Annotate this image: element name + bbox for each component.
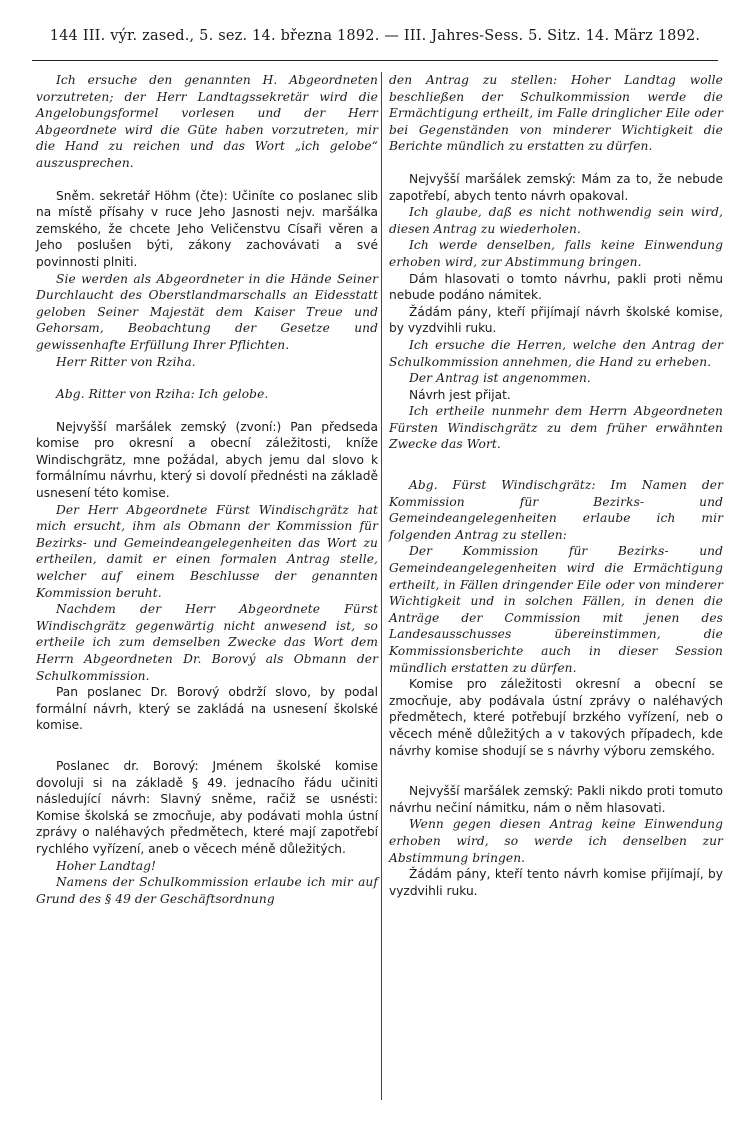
paragraph: Návrh jest přijat. <box>409 387 511 402</box>
paragraph: Abg. Ritter von Rziha: Ich gelobe. <box>56 387 269 402</box>
paragraph: Der Kommission für Bezirks- und Gemeindeangelegenheiten wird die Ermächtigung ertheilt, in Fällen dringender Eile oder von minderer Wichtigkeit und in solchen Fällen, in denen die Anträge der Commission mit jenen des Landesausschusses übereinstimmen, die Kommissionsberichte auch in dieser Session mündlich erstatten zu dürfen. <box>389 544 723 675</box>
paragraph: Der Herr Abgeordnete Fürst Windischgrätz hat mich ersucht, ihm als Obmann der Kommission für Bezirks- und Gemeindeangelegenheiten das Wort zu ertheilen, damit er einen formalen Antrag stelle, welcher auf einem Beschlusse der genannten Kommission beruht. <box>36 502 378 600</box>
paragraph: Ich ersuche den genannten H. Abgeordneten vorzutreten; der Herr Landtagssekretär wird die Angelobungsformel vorlesen und der Herr Abgeordnete wird die Güte haben vorzutreten, mir die Hand zu reichen und das Wort „ich gelobe“ auszusprechen. <box>36 73 378 170</box>
paragraph: Namens der Schulkommission erlaube ich mir auf Grund des § 49 der Geschäftsordnung <box>36 875 378 906</box>
paragraph: Ich glaube, daß es nicht nothwendig sein wird, diesen Antrag zu wiederholen. <box>389 205 723 236</box>
paragraph: Pan poslanec Dr. Borový obdrží slovo, by podal formální návrh, který se zakládá na usnesení školské komise. <box>36 685 378 733</box>
paragraph: Ich ersuche die Herren, welche den Antrag der Schulkommission annehmen, die Hand zu erheben. <box>389 337 723 369</box>
paragraph: Nejvyšší maršálek zemský: Mám za to, že nebude zapotřebí, abych tento návrh opakoval. <box>389 171 723 203</box>
paragraph: Nejvyšší maršálek zemský: Pakli nikdo proti tomuto návrhu nečiní námitku, nám o něm hlasovati. <box>389 784 723 815</box>
header-rule <box>32 60 718 61</box>
paragraph: den Antrag zu stellen: Hoher Landtag wolle beschließen der Schulkommission werde die Ermächtigung ertheilt, im Falle dringlicher Eile oder bei Gegenständen von minderer Wichtigkeit die Berichte mündlich zu erstatten zu dürfen. <box>389 73 723 154</box>
paragraph: Sněm. sekretář Höhm (čte): Učiníte co poslanec slib na místě přísahy v ruce Jeho Jasnosti nejv. maršálka zemského, že chcete Jeho Veličenstvu Císaři věren a Jeho poslušen býti, zákony zachovávati a své povinnosti plniti. <box>36 188 378 269</box>
paragraph: Der Antrag ist angenommen. <box>409 371 591 386</box>
paragraph: Wenn gegen diesen Antrag keine Einwendung erhoben wird, so werde ich denselben zur Abstimmung bringen. <box>389 817 723 865</box>
paragraph: Ich ertheile nunmehr dem Herrn Abgeordneten Fürsten Windischgrätz zu dem früher erwähnten Zwecke das Wort. <box>389 404 723 452</box>
column-divider <box>381 72 382 1100</box>
paragraph: Poslanec dr. Borový: Jménem školské komise dovoluji si na základě § 49. jednacího řádu učiniti následující návrh: Slavný sněme, račiž se usnésti: Komise školská se zmocňuje, aby podávati mohla ústní zprávy o naléhavých předmětech, které mají zapotřebí rychlého vyřízení, aneb o věcech méně důležitých. <box>36 758 378 856</box>
paragraph: Dám hlasovati o tomto návrhu, pakli proti němu nebude podáno námitek. <box>389 271 723 303</box>
paragraph: Abg. Fürst Windischgrätz: Im Namen der Kommission für Bezirks- und Gemeindeangelegenheiten erlaube ich mir folgenden Antrag zu stellen: <box>389 478 723 542</box>
page-header: 144 III. výr. zased., 5. sez. 14. března 1892. — III. Jahres-Sess. 5. Sitz. 14. März 1892. <box>49 28 701 44</box>
paragraph: Žádám pány, kteří přijímají návrh školské komise, by vyzdvihli ruku. <box>389 304 723 336</box>
paragraph: Komise pro záležitosti okresní a obecní se zmocňuje, aby podávala ústní zprávy o naléhavých předmětech, které potřebují brzkého vyřízení, neb o věcech méně důležitých a v takových případech, kde návrhy komise shodují se s návrhy výboru zemského. <box>389 677 723 758</box>
paragraph: Žádám pány, kteří tento návrh komise přijímají, by vyzdvihli ruku. <box>389 867 723 898</box>
paragraph: Nejvyšší maršálek zemský (zvoní:) Pan předseda komise pro okresní a obecní záležitosti, kníže Windischgrätz, mne požádal, abych jemu dal slovo k formálnímu návrhu, který si dovolí přednésti na základě usnesení této komise. <box>36 419 378 501</box>
right-column <box>389 72 723 899</box>
paragraph: Nachdem der Herr Abgeordnete Fürst Windischgrätz gegenwärtig nicht anwesend ist, so ertheile ich zum demselben Zwecke das Wort dem Herrn Abgeordneten Dr. Borový als Obmann der Schulkommission. <box>36 602 378 683</box>
paragraph: Hoher Landtag! <box>56 858 157 873</box>
paragraph: Ich werde denselben, falls keine Einwendung erhoben wird, zur Abstimmung bringen. <box>389 238 723 269</box>
paragraph: Herr Ritter von Rziha. <box>56 354 196 369</box>
paragraph: Sie werden als Abgeordneter in die Hände Seiner Durchlaucht des Oberstlandmarschalls an Eidesstatt geloben Seiner Majestät dem Kaiser Treue und Gehorsam, Beobachtung der Gesetze und gewissenhafte Erfüllung Ihrer Pflichten. <box>36 271 378 352</box>
left-column <box>36 72 378 907</box>
